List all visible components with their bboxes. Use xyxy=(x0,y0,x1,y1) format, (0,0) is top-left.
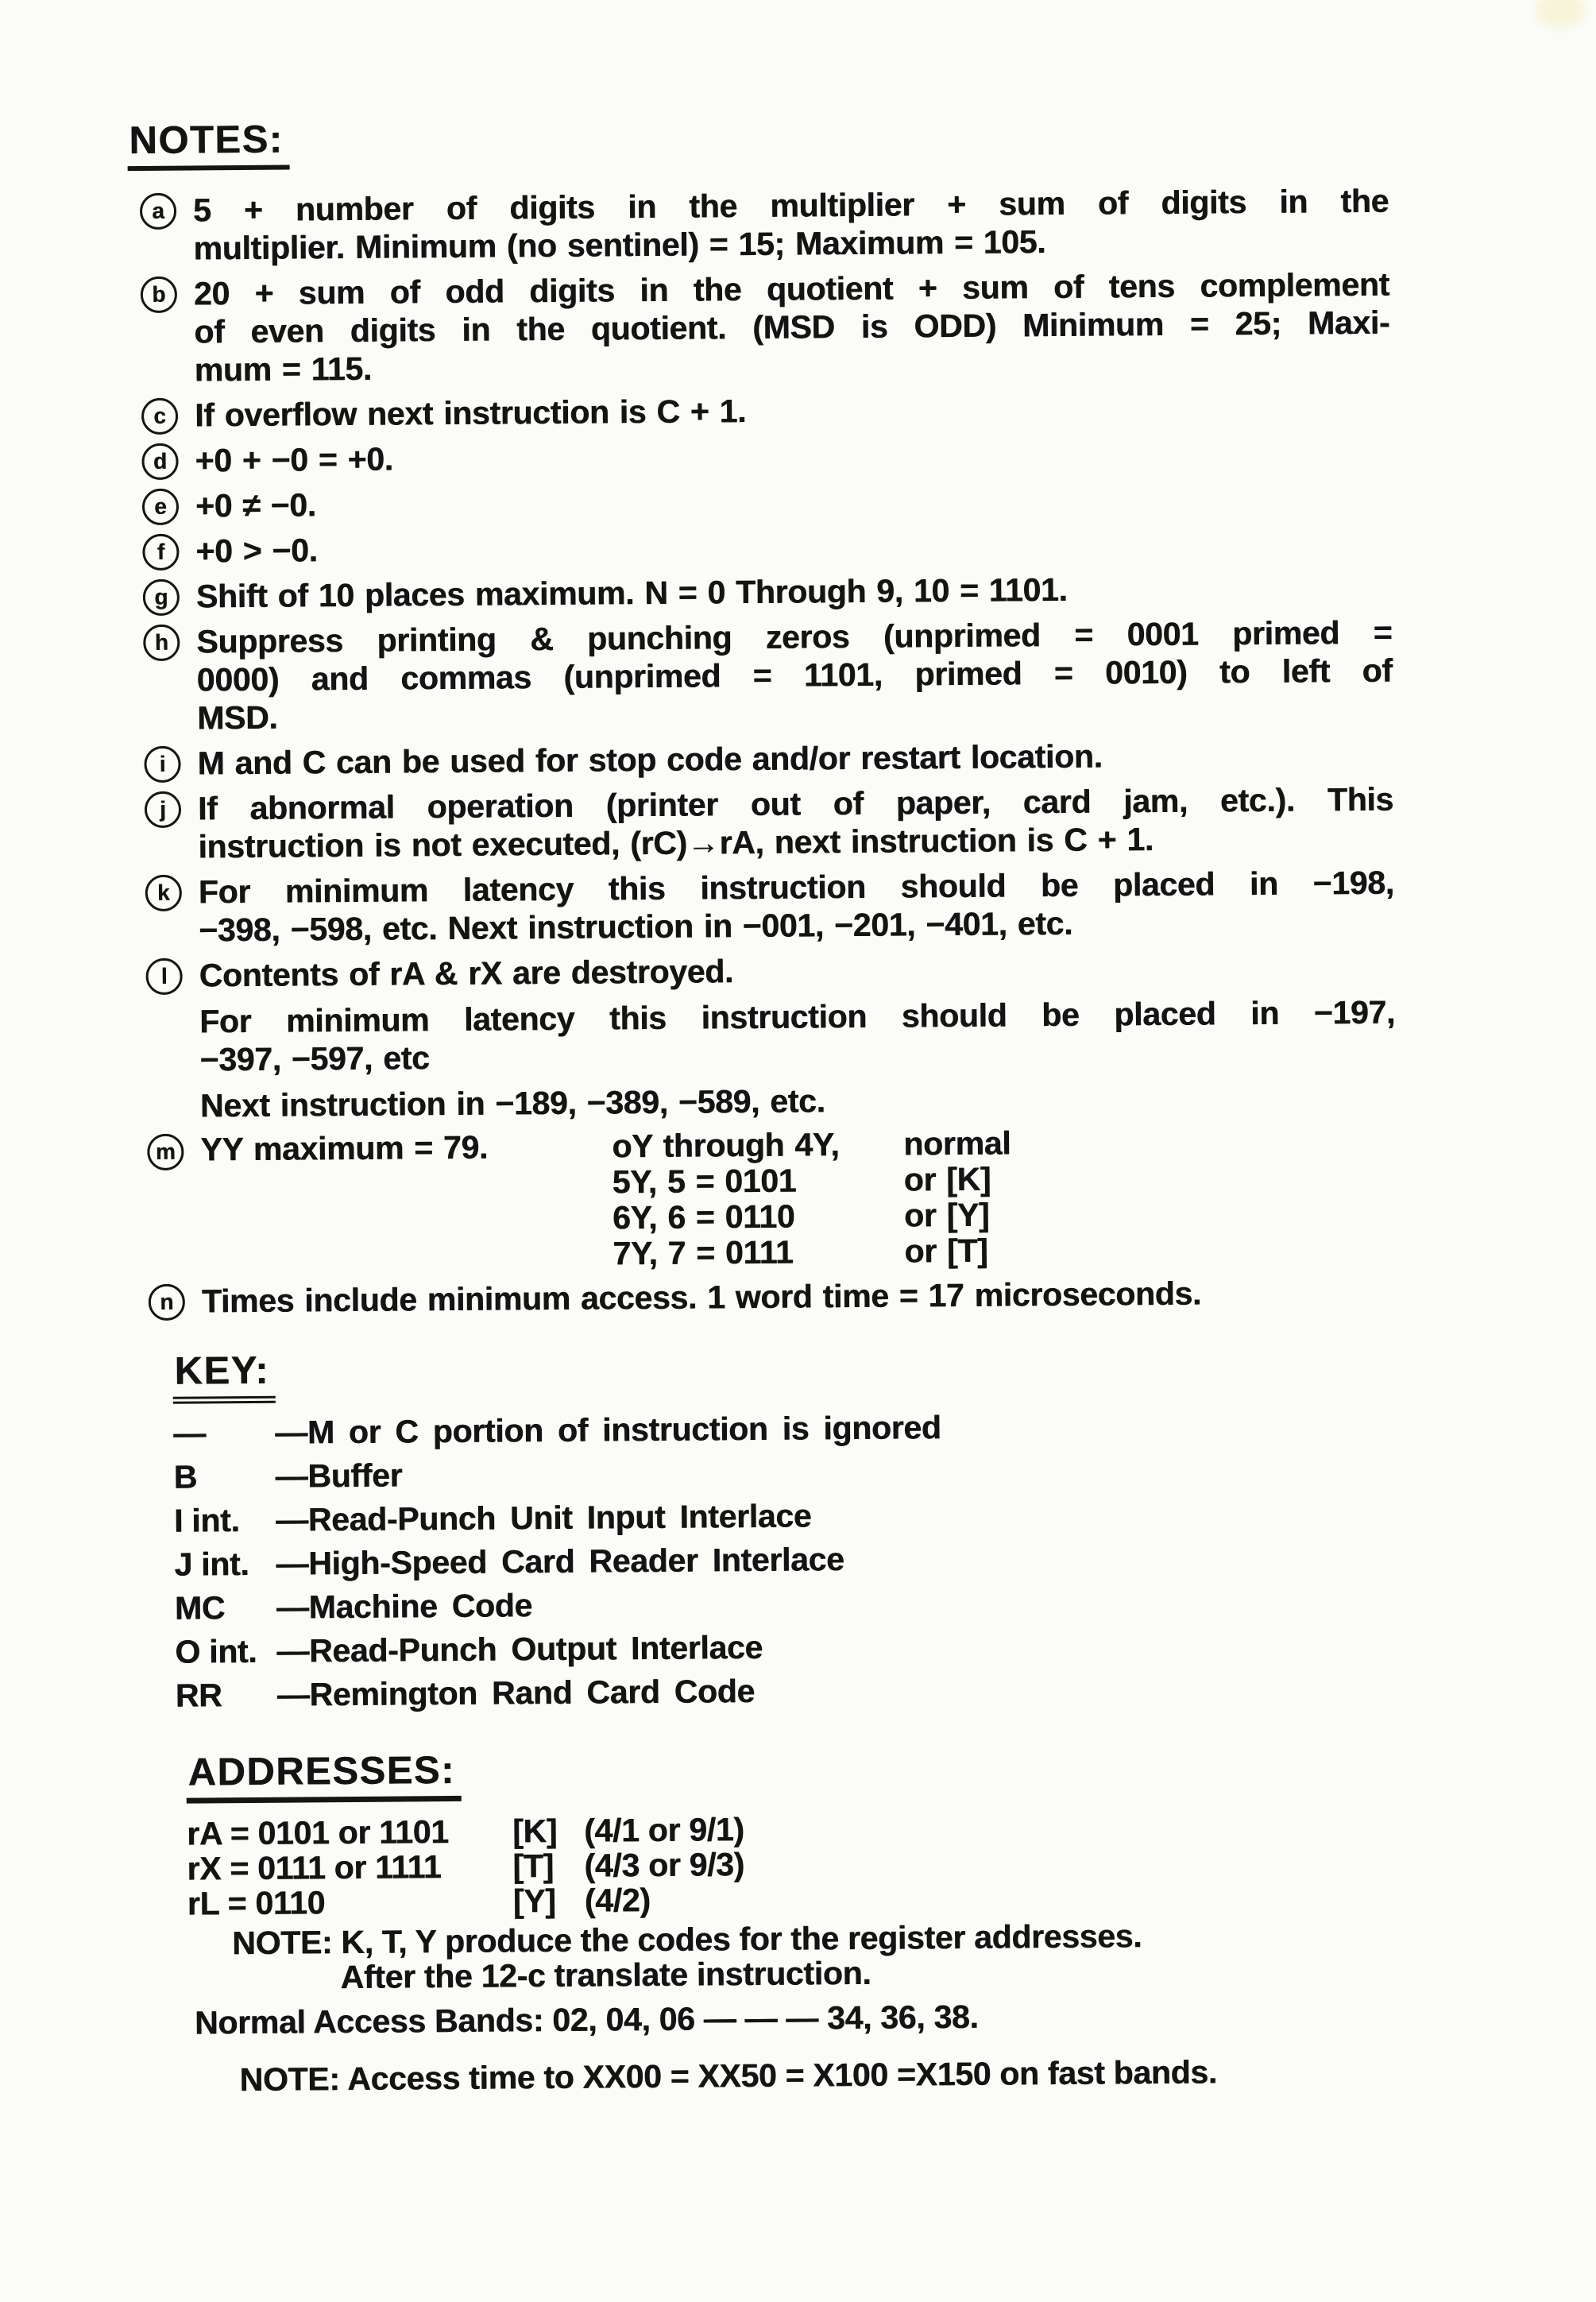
addresses-note-line2: After the 12-c translate instruction. xyxy=(340,1954,871,1996)
note-line: For minimum latency this instruction should be placed in −197, xyxy=(199,993,1396,1040)
note-badge-i: i xyxy=(144,746,180,783)
note-badge-m: m xyxy=(147,1134,184,1170)
note-line: +0 ≠ −0. xyxy=(195,486,316,524)
note-badge-a: a xyxy=(140,193,176,230)
register-code: rX = 0111 or 1111 xyxy=(187,1848,442,1887)
note-line: 5 + number of digits in the multiplier + sum of digits in the xyxy=(192,182,1389,229)
note-line: MSD. xyxy=(196,698,278,737)
note-item-h xyxy=(143,612,1593,737)
note-line: instruction is not executed, (rC)→rA, next instruction is C + 1. xyxy=(198,821,1154,865)
note-column-entry: or [T] xyxy=(904,1232,988,1270)
note-column-entry: YY maximum = 79. xyxy=(200,1128,489,1168)
note-text xyxy=(195,387,1390,435)
normal-access-bands: Normal Access Bands: 02, 04, 06 — — — 34, 36, 38. xyxy=(194,1998,979,2041)
note-badge-h: h xyxy=(143,625,180,661)
note-column-entry: 7Y, 7 = 0111 xyxy=(613,1233,794,1272)
key-description: —High-Speed Card Reader Interlace xyxy=(276,1541,844,1582)
note-line: If abnormal operation (printer out of paper, card jam, etc.). This xyxy=(197,780,1394,827)
note-item-e xyxy=(142,476,1591,525)
note-line: multiplier. Minimum (no sentinel) = 15; Maximum = 105. xyxy=(193,223,1046,267)
key-description: —Read-Punch Unit Input Interlace xyxy=(275,1497,812,1538)
note-badge-f: f xyxy=(142,534,179,571)
note-badge-b: b xyxy=(141,277,177,313)
note-line: +0 > −0. xyxy=(195,532,318,570)
address-list xyxy=(187,1805,1596,1921)
note-text xyxy=(199,864,1395,950)
note-badge-e: e xyxy=(142,489,179,525)
register-code: rL = 0110 xyxy=(187,1884,326,1922)
key-description: —Buffer xyxy=(275,1457,403,1495)
note-line: −397, −597, etc xyxy=(199,1039,430,1078)
register-paren: (4/2) xyxy=(584,1882,651,1919)
key-description: —M or C portion of instruction is ignored xyxy=(274,1409,941,1451)
note-item-j xyxy=(145,779,1594,866)
note-column-entry: or [K] xyxy=(903,1160,991,1198)
note-text xyxy=(195,432,1390,480)
note-item-g xyxy=(143,567,1592,616)
register-paren: (4/3 or 9/3) xyxy=(584,1846,745,1884)
note-line: Times include minimum access. 1 word time = 17 microseconds. xyxy=(201,1275,1202,1320)
register-paren: (4/1 or 9/1) xyxy=(583,1811,744,1849)
note-text xyxy=(194,265,1390,389)
key-row-5 xyxy=(175,1624,1596,1669)
note-badge-g: g xyxy=(143,579,180,616)
note-item-m xyxy=(147,1121,1596,1275)
key-row-0 xyxy=(173,1406,1596,1450)
key-description: —Machine Code xyxy=(276,1587,533,1626)
note-item-i xyxy=(144,733,1593,783)
key-row-4 xyxy=(175,1580,1596,1625)
note-item-d xyxy=(141,431,1590,480)
key-list xyxy=(173,1406,1596,1712)
addresses-section xyxy=(5,1743,1596,2099)
note-badge-l: l xyxy=(145,958,182,995)
addresses-note-line1: NOTE: K, T, Y produce the codes for the register addresses. xyxy=(232,1917,1142,1962)
note-badge-n: n xyxy=(149,1284,185,1321)
addresses-note2: NOTE: Access time to XX00 = XX50 = X100 =X150 on fast bands. xyxy=(239,2053,1218,2099)
note-item-b xyxy=(141,264,1590,389)
note-item-n xyxy=(149,1271,1596,1321)
key-symbol: J int. xyxy=(174,1546,249,1583)
key-symbol: I int. xyxy=(173,1502,240,1539)
register-code: rA = 0101 or 1101 xyxy=(186,1813,449,1852)
note-line: If overflow next instruction is C + 1. xyxy=(194,393,747,434)
register-bracket: [K] xyxy=(512,1812,558,1850)
note-text xyxy=(196,568,1392,616)
key-section xyxy=(2,1341,1596,1714)
note-column-entry: or [Y] xyxy=(903,1196,990,1234)
note-text xyxy=(196,613,1393,737)
note-text xyxy=(197,735,1393,783)
note-item-l xyxy=(145,946,1596,1125)
note-text xyxy=(193,182,1389,268)
note-text xyxy=(195,478,1391,525)
note-text xyxy=(200,1123,1397,1275)
note-line: Shift of 10 places maximum. N = 0 Through 9, 10 = 1101. xyxy=(195,571,1068,615)
note-item-a xyxy=(140,180,1590,268)
note-line: of even digits in the quotient. (MSD is ODD) Minimum = 25; Maxi- xyxy=(194,304,1390,350)
note-badge-j: j xyxy=(145,791,181,828)
note-line: Contents of rA & rX are destroyed. xyxy=(199,953,734,994)
key-symbol: RR xyxy=(175,1677,222,1714)
note-item-c xyxy=(141,385,1590,435)
register-bracket: [T] xyxy=(512,1847,555,1885)
note-column-entry: oY through 4Y, xyxy=(612,1126,840,1165)
note-badge-c: c xyxy=(141,398,178,435)
note-line: M and C can be used for stop code and/or restart location. xyxy=(197,737,1103,782)
notes-heading: NOTES: xyxy=(127,121,290,172)
key-row-6 xyxy=(176,1668,1596,1712)
addresses-heading: ADDRESSES: xyxy=(186,1751,462,1804)
note-line: Suppress printing & punching zeros (unprimed = 0001 primed = xyxy=(196,613,1393,660)
note-line: mum = 115. xyxy=(194,350,373,389)
notes-list xyxy=(128,180,1596,1321)
note-line: For minimum latency this instruction should be placed in −198, xyxy=(198,864,1394,911)
register-bracket: [Y] xyxy=(512,1882,556,1920)
note-item-k xyxy=(145,862,1595,950)
key-symbol: B xyxy=(173,1458,198,1495)
note-text xyxy=(195,523,1391,571)
note-line: Next instruction in −189, −389, −589, etc. xyxy=(199,1082,825,1124)
key-symbol: — xyxy=(172,1414,207,1452)
note-text xyxy=(202,1273,1397,1321)
key-symbol: MC xyxy=(174,1589,226,1627)
key-row-2 xyxy=(174,1493,1596,1538)
note-badge-k: k xyxy=(145,875,182,911)
key-row-1 xyxy=(173,1449,1596,1494)
key-description: —Remington Rand Card Code xyxy=(276,1673,755,1713)
note-column-entry: normal xyxy=(903,1124,1011,1163)
key-symbol: O int. xyxy=(175,1632,257,1670)
note-column-entry: 6Y, 6 = 0110 xyxy=(612,1197,795,1236)
note-line: 20 + sum of odd digits in the quotient + sum of tens complement xyxy=(193,265,1390,312)
note-item-f xyxy=(142,521,1591,571)
note-line: −398, −598, etc. Next instruction in −001, −201, −401, etc. xyxy=(198,904,1073,949)
note-text xyxy=(198,780,1394,866)
note-line: +0 + −0 = +0. xyxy=(195,440,393,479)
key-heading: KEY: xyxy=(172,1352,276,1404)
note-column-entry: 5Y, 5 = 0101 xyxy=(612,1162,797,1201)
note-line: 0000) and commas (unprimed = 1101, primed = 0010) to left of xyxy=(196,652,1393,698)
key-description: —Read-Punch Output Interlace xyxy=(276,1628,763,1669)
note-badge-d: d xyxy=(141,443,178,480)
note-text xyxy=(199,947,1396,1125)
key-row-3 xyxy=(174,1537,1596,1581)
